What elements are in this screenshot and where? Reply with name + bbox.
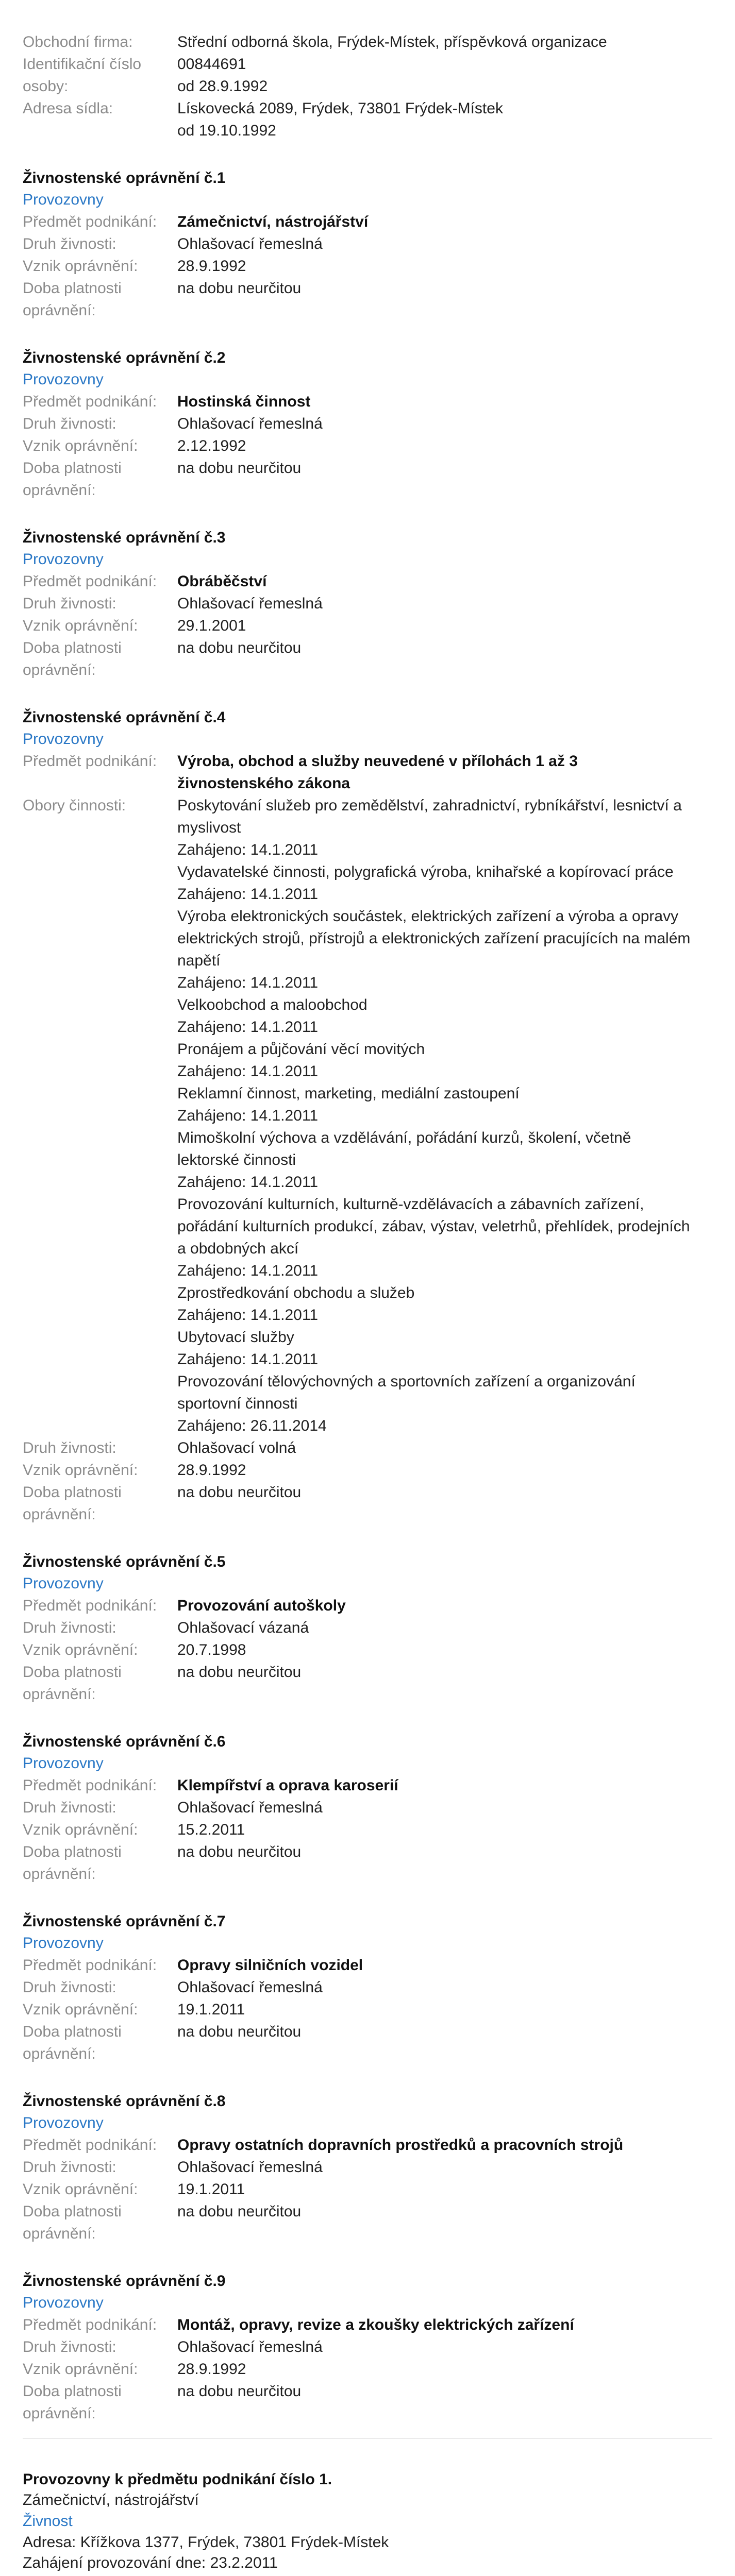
row-value (177, 1503, 712, 1526)
info-row (23, 413, 712, 435)
info-row (23, 1617, 712, 1639)
row-label (23, 1370, 177, 1415)
row-value: 28.9.1992 (177, 1462, 246, 1479)
row-value: Vydavatelské činnosti, polygrafická výroba, knihařské a kopírovací práce (177, 863, 674, 880)
row-value: na dobu neurčitou (177, 2023, 302, 2040)
row-value: Mimoškolní výchova a vzdělávání, pořádání kurzů, školení, včetně lektorské činnosti (177, 1129, 631, 1168)
row-value (177, 2402, 712, 2425)
row-value: 2.12.1992 (177, 437, 246, 454)
info-row (23, 120, 712, 142)
permit-title: Živnostenské oprávnění č.9 (23, 2273, 226, 2290)
permit-block (23, 1731, 712, 1885)
row-label: Identifikační číslo (23, 56, 142, 73)
info-row (23, 1459, 712, 1481)
row-value: 20.7.1998 (177, 1641, 246, 1658)
row-label: Doba platnosti (23, 280, 122, 297)
row-label (23, 1304, 177, 1326)
row-value (177, 1863, 712, 1885)
row-value: Zahájeno: 14.1.2011 (177, 1307, 319, 1324)
row-value: od 28.9.1992 (177, 78, 268, 95)
info-row (23, 1954, 712, 1976)
row-label (23, 905, 177, 972)
row-value: na dobu neurčitou (177, 1484, 302, 1501)
row-label (23, 1105, 177, 1127)
permit-block (23, 2270, 712, 2425)
row-label: Předmět podnikání: (23, 2137, 157, 2154)
row-value: Zahájeno: 14.1.2011 (177, 841, 319, 858)
row-label (23, 1082, 177, 1105)
row-value: Zahájeno: 14.1.2011 (177, 1019, 319, 1036)
row-value: Poskytování služeb pro zemědělství, zahradnictví, rybníkářství, lesnictví a myslivost (177, 797, 682, 836)
permit-block (23, 167, 712, 321)
row-label (23, 1038, 177, 1060)
row-label (23, 861, 177, 883)
info-row (23, 1595, 712, 1617)
row-value: na dobu neurčitou (177, 1664, 302, 1681)
row-value: Hostinská činnost (177, 393, 311, 410)
row-label: Vznik oprávnění: (23, 2181, 138, 2198)
info-row (23, 2223, 712, 2245)
row-label: Druh živnosti: (23, 1979, 116, 1996)
row-value: Ohlašovací vázaná (177, 1619, 309, 1636)
row-value: Ohlašovací volná (177, 1439, 296, 1456)
row-label (23, 120, 177, 142)
info-row (23, 1639, 712, 1661)
row-label: oprávnění: (23, 1506, 96, 1523)
row-value: Montáž, opravy, revize a zkoušky elektrických zařízení (177, 2316, 574, 2333)
row-value: Zahájeno: 14.1.2011 (177, 886, 319, 903)
row-value: na dobu neurčitou (177, 2203, 302, 2220)
row-label (23, 1415, 177, 1437)
provozovny-link[interactable]: Provozovny (23, 731, 104, 748)
row-value: Zahájeno: 14.1.2011 (177, 1107, 319, 1124)
permit-block (23, 707, 712, 1526)
info-row (23, 1976, 712, 1998)
row-label (23, 1127, 177, 1171)
row-value (177, 2223, 712, 2245)
row-label: Druh živnosti: (23, 1439, 116, 1456)
provozovny-link[interactable]: Provozovny (23, 1935, 104, 1952)
row-label: Doba platnosti (23, 2203, 122, 2220)
info-row (23, 972, 712, 994)
row-value: 29.1.2001 (177, 617, 246, 634)
info-row (23, 637, 712, 659)
row-label: Druh živnosti: (23, 415, 116, 432)
row-value: Lískovecká 2089, Frýdek, 73801 Frýdek-Místek (177, 100, 503, 117)
row-label: Doba platnosti (23, 2023, 122, 2040)
row-value: Pronájem a půjčování věcí movitých (177, 1041, 425, 1058)
info-row (23, 75, 712, 97)
row-value: Opravy ostatních dopravních prostředků a pracovních strojů (177, 2137, 624, 2154)
info-row (23, 1105, 712, 1127)
row-value: na dobu neurčitou (177, 460, 302, 477)
row-value: Zahájeno: 14.1.2011 (177, 1262, 319, 1279)
info-row (23, 1060, 712, 1082)
row-label: Předmět podnikání: (23, 2316, 157, 2333)
row-label: Předmět podnikání: (23, 1777, 157, 1794)
info-row (23, 615, 712, 637)
permit-title: Živnostenské oprávnění č.8 (23, 2093, 226, 2110)
row-value: 19.1.2011 (177, 2001, 245, 2018)
row-label: Doba platnosti (23, 1484, 122, 1501)
company-header (23, 0, 712, 142)
row-value: 15.2.2011 (177, 1821, 245, 1838)
provozovny-link[interactable]: Provozovny (23, 371, 104, 388)
establishment-title: Provozovny k předmětu podnikání číslo 1. (23, 2471, 332, 2488)
row-value: na dobu neurčitou (177, 280, 302, 297)
info-row (23, 1348, 712, 1370)
row-label (23, 994, 177, 1016)
row-value: Ohlašovací řemeslná (177, 2159, 323, 2176)
row-label: oprávnění: (23, 2225, 96, 2242)
info-row (23, 435, 712, 457)
row-value (177, 479, 712, 501)
info-row (23, 299, 712, 321)
row-value: Zahájeno: 14.1.2011 (177, 1174, 319, 1191)
row-value: Ohlašovací řemeslná (177, 2338, 323, 2355)
permit-block (23, 2091, 712, 2245)
info-row (23, 1370, 712, 1415)
info-row (23, 31, 712, 53)
row-value: Zahájeno: 14.1.2011 (177, 974, 319, 991)
row-value: 00844691 (177, 56, 246, 73)
info-row (23, 1415, 712, 1437)
row-label (23, 972, 177, 994)
info-row (23, 839, 712, 861)
permit-title: Živnostenské oprávnění č.5 (23, 1553, 226, 1570)
provozovny-link[interactable]: Provozovny (23, 191, 104, 208)
row-label: Doba platnosti (23, 460, 122, 477)
info-row (23, 1171, 712, 1193)
row-value: Zahájeno: 26.11.2014 (177, 1417, 327, 1434)
info-row (23, 1016, 712, 1038)
row-label: Druh živnosti: (23, 2159, 116, 2176)
row-value: od 19.10.1992 (177, 122, 276, 139)
row-label: Předmět podnikání: (23, 573, 157, 590)
row-label: Doba platnosti (23, 639, 122, 656)
row-label: oprávnění: (23, 482, 96, 499)
info-row (23, 2178, 712, 2200)
establishment-block (23, 2469, 712, 2573)
row-label: Vznik oprávnění: (23, 1821, 138, 1838)
info-row (23, 2134, 712, 2156)
row-value: Ubytovací služby (177, 1329, 294, 1346)
provozovny-link[interactable]: Provozovny (23, 1755, 104, 1772)
row-value: Střední odborná škola, Frýdek-Místek, příspěvková organizace (177, 33, 607, 50)
permit-title: Živnostenské oprávnění č.7 (23, 1913, 226, 1930)
row-value: Zahájeno: 14.1.2011 (177, 1063, 319, 1080)
info-row (23, 1260, 712, 1282)
provozovny-link[interactable]: Provozovny (23, 2114, 104, 2131)
info-row (23, 1038, 712, 1060)
row-label: Doba platnosti (23, 1843, 122, 1860)
row-label (23, 1282, 177, 1304)
row-label (23, 1260, 177, 1282)
row-label: Druh živnosti: (23, 2338, 116, 2355)
row-value (177, 659, 712, 681)
info-row (23, 2314, 712, 2336)
row-value: Výroba elektronických součástek, elektrických zařízení a výroba a opravy elektrických strojů, přístrojů a elektronických zařízení pracujících na malém napětí (177, 908, 691, 969)
row-label: Předmět podnikání: (23, 753, 157, 770)
row-value: Ohlašovací řemeslná (177, 235, 323, 252)
info-row (23, 861, 712, 883)
row-value: 19.1.2011 (177, 2181, 245, 2198)
row-value: Výroba, obchod a služby neuvedené v přílohách 1 až 3 živnostenského zákona (177, 753, 578, 792)
row-label: Předmět podnikání: (23, 1597, 157, 1614)
row-value: Ohlašovací řemeslná (177, 415, 323, 432)
info-row (23, 1797, 712, 1819)
info-row (23, 2358, 712, 2380)
row-value: Zahájeno: 14.1.2011 (177, 1351, 319, 1368)
row-value (177, 299, 712, 321)
info-row (23, 211, 712, 233)
row-value: Ohlašovací řemeslná (177, 595, 323, 612)
row-label: Obory činnosti: (23, 797, 126, 814)
row-value: Obráběčství (177, 573, 267, 590)
info-row (23, 794, 712, 839)
permit-title: Živnostenské oprávnění č.4 (23, 709, 226, 726)
provozovny-link[interactable]: Provozovny (23, 551, 104, 568)
info-row (23, 97, 712, 120)
row-value (177, 1683, 712, 1705)
row-value: na dobu neurčitou (177, 1843, 302, 1860)
permit-title: Živnostenské oprávnění č.1 (23, 170, 226, 187)
row-label: Vznik oprávnění: (23, 617, 138, 634)
row-value: na dobu neurčitou (177, 639, 302, 656)
row-value: Provozování kulturních, kulturně-vzdělávacích a zábavních zařízení, pořádání kulturních produkcí, zábav, výstav, veletrhů, přehlídek, prodejních a obdobných akcí (177, 1196, 690, 1257)
info-row (23, 2402, 712, 2425)
info-row (23, 2156, 712, 2178)
info-row (23, 255, 712, 277)
row-value: 28.9.1992 (177, 258, 246, 275)
permit-title: Živnostenské oprávnění č.6 (23, 1733, 226, 1750)
row-value: Zámečnictví, nástrojářství (177, 213, 369, 230)
establishments-section (23, 2469, 712, 2576)
info-row (23, 1082, 712, 1105)
info-row (23, 479, 712, 501)
info-row (23, 1282, 712, 1304)
info-row (23, 1127, 712, 1171)
info-row (23, 1304, 712, 1326)
row-label (23, 1060, 177, 1082)
info-row (23, 2336, 712, 2358)
row-label (23, 1171, 177, 1193)
info-row (23, 570, 712, 592)
row-value: Ohlašovací řemeslná (177, 1979, 323, 1996)
row-value: Opravy silničních vozidel (177, 1957, 363, 1974)
info-row (23, 994, 712, 1016)
row-label: Vznik oprávnění: (23, 1641, 138, 1658)
row-label: oprávnění: (23, 1866, 96, 1883)
info-row (23, 1841, 712, 1863)
info-row (23, 1193, 712, 1260)
row-value: Klempířství a oprava karoserií (177, 1777, 398, 1794)
row-value (177, 2043, 712, 2065)
permit-block (23, 347, 712, 501)
info-row (23, 1661, 712, 1683)
row-label: Obchodní firma: (23, 33, 133, 50)
row-label: Vznik oprávnění: (23, 2361, 138, 2378)
row-label: osoby: (23, 78, 69, 95)
row-label: Vznik oprávnění: (23, 1462, 138, 1479)
permit-block (23, 1911, 712, 2065)
info-row (23, 1998, 712, 2021)
info-row (23, 2021, 712, 2043)
info-row (23, 1774, 712, 1797)
row-value: Provozování autoškoly (177, 1597, 346, 1614)
row-value: Provozování tělovýchovných a sportovních zařízení a organizování sportovní činnosti (177, 1373, 636, 1412)
row-label: Druh živnosti: (23, 595, 116, 612)
establishment-address: Adresa: Křížkova 1377, Frýdek, 73801 Frýdek-Místek (23, 2534, 389, 2551)
info-row (23, 53, 712, 75)
row-label (23, 1326, 177, 1348)
info-row (23, 233, 712, 255)
row-value: Reklamní činnost, marketing, mediální zastoupení (177, 1085, 520, 1102)
row-label (23, 839, 177, 861)
provozovny-link[interactable]: Provozovny (23, 1575, 104, 1592)
info-row (23, 1503, 712, 1526)
info-row (23, 1481, 712, 1503)
info-row (23, 1863, 712, 1885)
row-label (23, 883, 177, 905)
row-label: Druh živnosti: (23, 235, 116, 252)
info-row (23, 2380, 712, 2402)
row-label: Vznik oprávnění: (23, 258, 138, 275)
info-row (23, 2200, 712, 2223)
info-row (23, 277, 712, 299)
row-value: na dobu neurčitou (177, 2383, 302, 2400)
row-label: Doba platnosti (23, 1664, 122, 1681)
row-label: oprávnění: (23, 302, 96, 319)
row-label: oprávnění: (23, 1686, 96, 1703)
row-label (23, 1016, 177, 1038)
row-label: oprávnění: (23, 662, 96, 679)
permit-block (23, 1551, 712, 1705)
row-value: Velkoobchod a maloobchod (177, 996, 368, 1013)
row-label (23, 1348, 177, 1370)
establishment-start-date: Zahájení provozování dne: 23.2.2011 (23, 2554, 278, 2571)
info-row (23, 659, 712, 681)
row-value: 28.9.1992 (177, 2361, 246, 2378)
permit-block (23, 527, 712, 681)
info-row (23, 750, 712, 794)
row-label: Předmět podnikání: (23, 213, 157, 230)
row-label: Předmět podnikání: (23, 1957, 157, 1974)
establishment-subject: Zámečnictví, nástrojářství (23, 2492, 199, 2509)
row-value: Zprostředkování obchodu a služeb (177, 1284, 415, 1301)
row-value: Ohlašovací řemeslná (177, 1799, 323, 1816)
info-row (23, 391, 712, 413)
zivnost-link[interactable]: Živnost (23, 2513, 73, 2530)
row-label: Předmět podnikání: (23, 393, 157, 410)
info-row (23, 1326, 712, 1348)
row-label: Adresa sídla: (23, 100, 113, 117)
permit-title: Živnostenské oprávnění č.2 (23, 349, 226, 366)
row-label: Vznik oprávnění: (23, 437, 138, 454)
info-row (23, 905, 712, 972)
info-row (23, 883, 712, 905)
permits-section (23, 167, 712, 2425)
row-label (23, 1193, 177, 1260)
row-label: Vznik oprávnění: (23, 2001, 138, 2018)
info-row (23, 1683, 712, 1705)
permit-title: Živnostenské oprávnění č.3 (23, 529, 226, 546)
row-label: Doba platnosti (23, 2383, 122, 2400)
info-row (23, 457, 712, 479)
row-label: Druh živnosti: (23, 1619, 116, 1636)
row-label: oprávnění: (23, 2045, 96, 2062)
info-row (23, 2043, 712, 2065)
provozovny-link[interactable]: Provozovny (23, 2294, 104, 2311)
info-row (23, 1819, 712, 1841)
row-label: oprávnění: (23, 2405, 96, 2422)
info-row (23, 592, 712, 615)
info-row (23, 1437, 712, 1459)
row-label: Druh živnosti: (23, 1799, 116, 1816)
